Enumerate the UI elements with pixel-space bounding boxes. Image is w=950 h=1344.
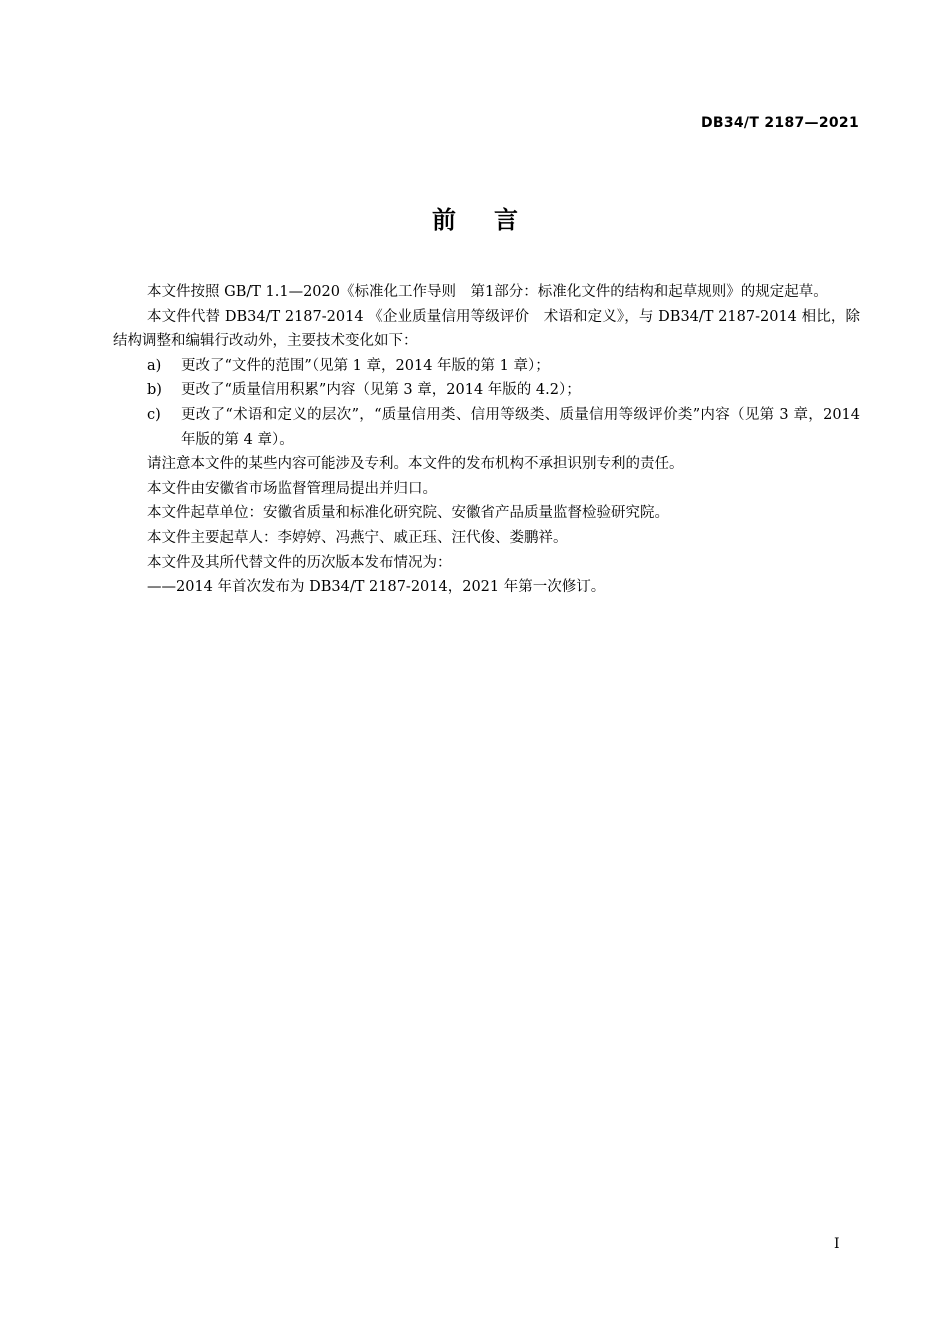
list-item-text: 更改了“文件的范围”（见第 1 章，2014 年版的第 1 章）；	[181, 357, 550, 374]
paragraph-drafting-basis: 本文件按照 GB/T 1.1—2020《标准化工作导则 第1部分：标准化文件的结构和起草规则》的规定起草。	[147, 284, 828, 300]
page-title: 前言	[432, 206, 556, 234]
list-item-text: 更改了“质量信用积累”内容（见第 3 章，2014 年版的 4.2）；	[181, 382, 581, 399]
paragraph-proposer: 本文件由安徽省市场监督管理局提出并归口。	[147, 480, 437, 497]
paragraph-drafting-units: 本文件起草单位：安徽省质量和标准化研究院、安徽省产品质量监督检验研究院。	[147, 505, 669, 522]
list-item-label: b)	[147, 382, 162, 399]
paragraph-history-intro: 本文件及其所代替文件的历次版本发布情况为：	[147, 554, 452, 571]
list-item-text: 更改了“术语和定义的层次”，“质量信用类、信用等级类、质量信用等级评价类”内容（见第 3 章，2014 年版的第 4 章）。	[181, 406, 860, 448]
page-number: I	[834, 1236, 840, 1252]
list-item	[113, 354, 860, 379]
paragraph-drafters: 本文件主要起草人：李婷婷、冯燕宁、戚正珏、汪代俊、娄鹏祥。	[147, 529, 568, 546]
list-item	[113, 378, 860, 403]
list-item-label: a)	[147, 357, 162, 374]
paragraph-patent-notice: 请注意本文件的某些内容可能涉及专利。本文件的发布机构不承担识别专利的责任。	[147, 456, 684, 473]
list-item-label: c)	[147, 406, 161, 423]
document-code: DB34/T 2187—2021	[700, 115, 859, 131]
paragraph-replacement: 本文件代替 DB34/T 2187-2014 《企业质量信用等级评价 术语和定义》，与 DB34/T 2187-2014 相比，除结构调整和编辑行改动外，主要技术变化如下：	[113, 308, 860, 350]
foreword-body	[113, 280, 860, 600]
paragraph-history-item: ——2014 年首次发布为 DB34/T 2187-2014，2021 年第一次修订。	[147, 579, 606, 596]
list-item	[113, 403, 860, 452]
